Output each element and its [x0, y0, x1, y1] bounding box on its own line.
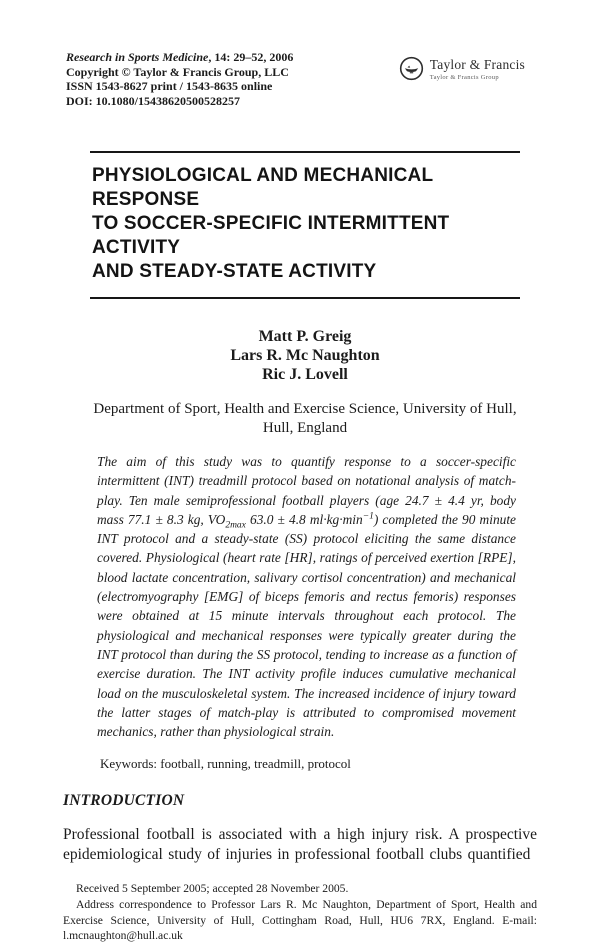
introduction-paragraph: Professional football is associated with a high injury risk. A prospective epidemiological study of injuries in professional football clubs quantified: [63, 826, 537, 863]
issn-line: ISSN 1543-8627 print / 1543-8635 online: [66, 79, 273, 93]
journal-name: Research in Sports Medicine: [66, 50, 209, 64]
article-title-block: [90, 151, 520, 299]
article-title-line-1: PHYSIOLOGICAL AND MECHANICAL RESPONSE: [92, 165, 433, 210]
abstract-text: The aim of this study was to quantify response to a soccer-specific intermittent (INT) treadmill protocol based on notational analysis of match-play. Ten male semiprofessional football players (age 24.7 ± 4.4 yr, body mass 77.1 ± 8.3 kg, $VO_{2max}$ 63.0 ± 4.8 $ml\cdot kg\cdot\min^{-1}$) completed the 90 minute INT protocol and a steady-state (SS) protocol eliciting the same distance covered. Physiological (heart rate [HR], ratings of perceived exertion [RPE], blood lactate concentration, salivary cortisol concentration) and mechanical (electromyography [EMG] of biceps femoris and rectus femoris) responses were obtained at 15 minute intervals throughout each protocol. The physiological and mechanical responses were typically greater during the INT protocol than during the SS protocol, tending to increase as a function of exercise duration. The INT activity profile induces cumulative mechanical load on the musculoskeletal system. The increased incidence of injury toward the latter stages of match-play is attributed to compromised movement mechanics, rather than physiological strain.: [97, 454, 516, 740]
copyright-line: Copyright © Taylor & Francis Group, LLC: [66, 64, 289, 79]
article-title-line-2: TO SOCCER-SPECIFIC INTERMITTENT ACTIVITY: [92, 213, 450, 258]
author-name: Matt P. Greig: [258, 328, 352, 345]
doi-line: DOI: 10.1080/15438620500528257: [66, 93, 240, 108]
author-list: [90, 327, 520, 384]
affiliation-line: Hull, England: [262, 419, 348, 436]
taylor-francis-lamp-icon: [399, 56, 424, 81]
received-accepted-note: Received 5 September 2005; accepted 28 November 2005.: [76, 882, 349, 896]
affiliation-block: [90, 400, 520, 437]
correspondence-text: Address correspondence to Professor Lars R. Mc Naughton, Department of Sport, Health and Exercise Science, University of Hull, Cottingham Road, Hull, HU6 7RX, England. E-mail:: [63, 898, 537, 927]
keywords-line: Keywords: football, running, treadmill, protocol: [100, 756, 351, 772]
page-header: [63, 50, 537, 108]
introduction-heading: INTRODUCTION: [63, 792, 185, 810]
author-name: Lars R. Mc Naughton: [230, 347, 380, 364]
journal-info-block: [66, 50, 293, 108]
correspondence-email: l.mcnaughton@hull.ac.uk: [63, 929, 183, 943]
article-title-line-3: AND STEADY-STATE ACTIVITY: [92, 261, 377, 282]
publisher-logo: [399, 56, 525, 81]
publisher-group-name: Taylor & Francis Group: [429, 73, 499, 81]
footnotes-block: [63, 881, 537, 943]
publisher-logo-text: [430, 57, 525, 81]
journal-volume-pages: , 14: 29–52, 2006: [208, 50, 294, 64]
author-name: Ric J. Lovell: [262, 366, 348, 383]
affiliation-line: Department of Sport, Health and Exercise Science, University of Hull,: [93, 401, 517, 417]
correspondence-note: [63, 897, 537, 944]
journal-citation-line: [66, 50, 293, 65]
publisher-name: Taylor & Francis: [429, 56, 525, 72]
